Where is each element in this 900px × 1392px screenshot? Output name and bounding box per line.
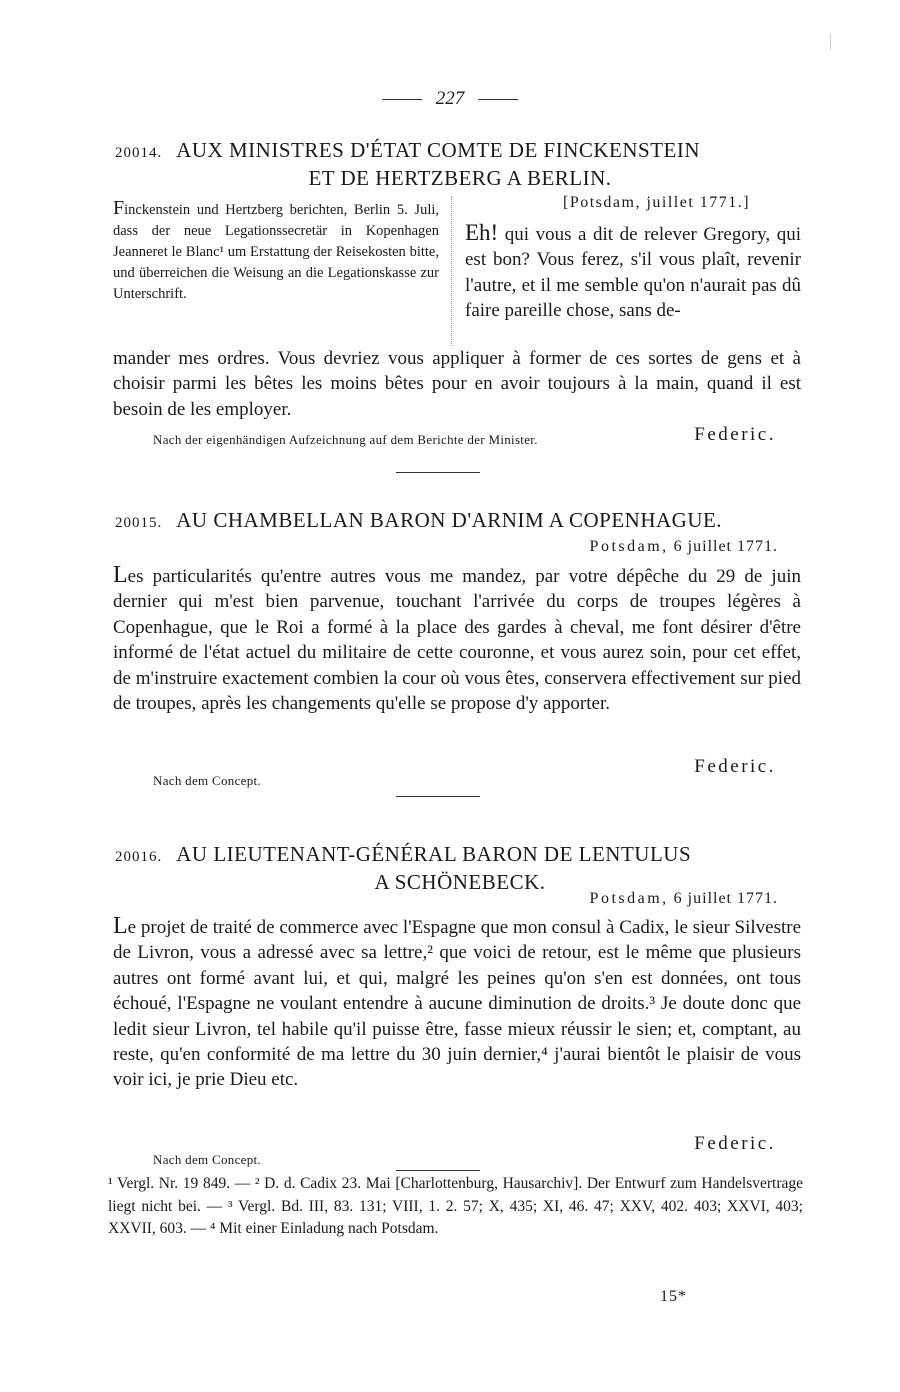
dateline-date: 6 juillet 1771. [673,538,778,555]
header-rule-right [478,99,518,100]
footnotes: ¹ Vergl. Nr. 19 849. — ² D. d. Cadix 23. Mai [Charlottenburg, Hausarchiv]. Der Entwurf zum Handelsvertrage liegt nicht bei. — ³ Vergl. Bd. III, 83. 131; VIII, 1. 2. 57; X, 435; XI, 46. 47; XXV, 402. 403; XXVI, 403; XXVII, 603. — ⁴ Mit einer Einladung nach Potsdam. [108,1175,803,1237]
letter-summary [113,198,439,305]
heading-line: AUX MINISTRES D'ÉTAT COMTE DE FINCKENSTEIN [176,138,701,162]
dateline-place: Potsdam, [589,890,669,907]
dateline-date: 6 juillet 1771. [673,890,778,907]
section-rule [396,472,480,473]
letter-body [113,563,801,716]
heading-line: AU LIEUTENANT-GÉNÉRAL BARON DE LENTULUS [176,842,692,866]
letter-body-column [465,220,801,324]
body-text: es particularités qu'entre autres vous me mandez, par votre dépêche du 29 de juin dernier qui m'est bien parvenue, touchant l'arrivée du corps de troupes légères à Copenhague, que le Roi a formé à la place des gardes à cheval, me font désirer d'être informé de l'état actuel du militaire de cette couronne, et vous aurez soin, pour cet effet, de m'instruire exactement combien la cour où vous êtes, conservera effectivement sur pied de troupes, après les changements qu'elle se propose d'y apporter. [113,566,801,715]
dateline [590,890,778,908]
letter-body [113,914,801,1093]
body-text: e projet de traité de commerce avec l'Espagne que mon consul à Cadix, le sieur Silvestre de Livron, vous a adressé avec sa lettre,² que voici de retour, est le même que plusieurs autres ont formé avant lui, et qui, malgré les peines qu'on s'en est données, ont tous échoué, l'Espagne ne voulant entendre à aucune diminution de droits.³ Je doute donc que ledit sieur Livron, tel habile qu'il puisse être, fasse mieux réussir le sien; et, comptant, au reste, qu'en conformité de ma lettre du 30 juin dernier,⁴ j'aurai bientôt le plaisir de vous voir ici, je prie Dieu etc. [113,917,801,1091]
signature: Federic. [694,1133,776,1154]
body-text: qui vous a dit de relever Gregory, qui est bon? Vous ferez, s'il vous plaît, revenir l'autre, et il me semble qu'on n'aurait pas dû faire pareille chose, sans de- [465,224,801,322]
letter-heading [115,842,805,895]
source-note: Nach dem Concept. [153,1152,261,1167]
section-rule [396,796,480,797]
letter-number: 20015. [115,515,163,531]
letter-heading [115,138,805,191]
heading-line: AU CHAMBELLAN BARON D'ARNIM A COPENHAGUE. [176,508,723,532]
summary-text: inckenstein und Hertzberg berichten, Berlin 5. Juli, dass der neue Legationssecretär in Kopenhagen Jeanneret le Blanc¹ um Erstattung der Reisekosten bitte, und überreichen die Weisung an die Legationskasse zur Unterschrift. [113,202,439,302]
column-divider [451,196,452,346]
source-note: Nach der eigenhändigen Aufzeichnung auf dem Berichte der Minister. [153,432,538,447]
page-number: 227 [435,88,465,109]
heading-line: A SCHÖNEBECK. [374,870,546,894]
heading-line: ET DE HERTZBERG A BERLIN. [308,166,612,190]
header-rule-left [382,99,422,100]
dateline [590,538,778,556]
letter-number: 20016. [115,849,163,865]
signature: Federic. [694,756,776,777]
source-note: Nach dem Concept. [153,773,261,788]
section-rule [396,1170,480,1171]
drop-cap: F [113,197,125,219]
letter-body: mander mes ordres. Vous devriez vous appliquer à former de ces sortes de gens et à choisir parmi les bêtes les moins bêtes pour en avoir toujours à la main, quand il est besoin de les employer. [113,348,801,420]
opening-word: Eh! [465,220,499,245]
page-header [0,88,900,110]
dateline: [Potsdam, juillet 1771.] [563,194,751,211]
drop-cap: L [113,913,128,939]
letter-number: 20014. [115,145,163,161]
signature-mark: 15* [660,1288,687,1305]
signature: Federic. [694,424,776,445]
dateline-place: Potsdam, [589,538,669,555]
scan-edge-mark [830,34,831,50]
drop-cap: L [113,562,128,588]
letter-heading [115,508,805,536]
